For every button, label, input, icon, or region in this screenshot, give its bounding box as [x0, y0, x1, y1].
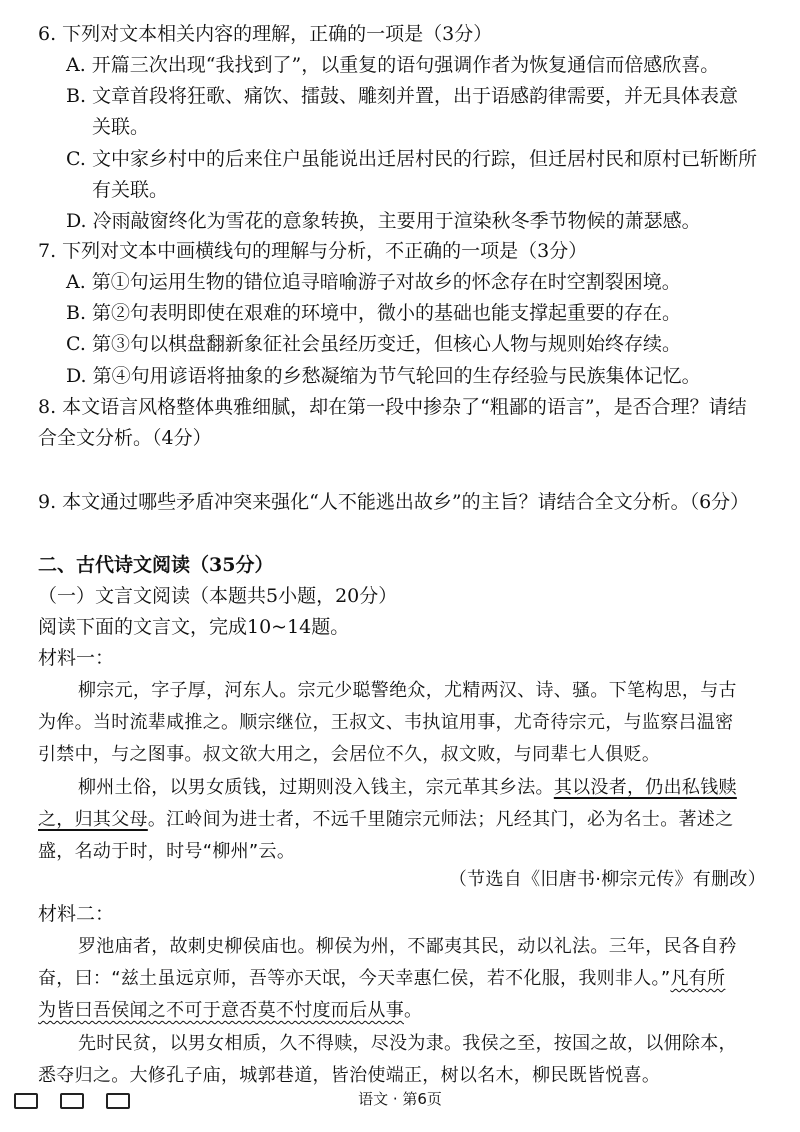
- underlined-sentence: 之，归其父母: [38, 809, 148, 830]
- q7-stem: 7. 下列对文本中画横线句的理解与分析，不正确的一项是（3分）: [38, 240, 588, 262]
- material-two-paragraph-line: 悉夺归之。大修孔子庙，城郭巷道，皆治使端正，树以名木，柳民既皆悦喜。: [38, 1065, 661, 1086]
- material-one-paragraph-line: 柳宗元，字子厚，河东人。宗元少聪警绝众，尤精两汉、诗、骚。下笔构思，与古: [78, 680, 737, 701]
- q7-option-a: A. 第①句运用生物的错位追寻暗喻游子对故乡的怀念存在时空割裂困境。: [66, 271, 681, 293]
- reading-instruction: 阅读下面的文言文，完成10~14题。: [38, 616, 350, 638]
- q6-option-a: A. 开篇三次出现“我找到了”，以重复的语句强调作者为恢复通信而倍感欣喜。: [66, 54, 720, 76]
- wavy-underlined-sentence: 凡有所: [670, 968, 726, 989]
- q8-stem: 8. 本文语言风格整体典雅细腻，却在第一段中掺杂了“粗鄙的语言”，是否合理？请结: [38, 396, 747, 418]
- q6-stem: 6. 下列对文本相关内容的理解，正确的一项是（3分）: [38, 23, 493, 45]
- q6-option-c-cont: 有关联。: [92, 179, 169, 201]
- wavy-underlined-sentence: 为皆曰吾侯闻之不可于意否莫不忖度而后从事: [38, 1000, 404, 1021]
- material-one-paragraph-line: 为侔。当时流辈咸推之。顺宗继位，王叔文、韦执谊用事，尤奇待宗元，与监察吕温密: [38, 712, 734, 733]
- q8-stem-cont: 合全文分析。（4分）: [38, 427, 212, 449]
- subsection-title: （一）文言文阅读（本题共5小题，20分）: [38, 585, 398, 607]
- plain-text: 。江岭间为进士者，不远千里随宗元师法；凡经其门，必为名士。著述之: [147, 809, 734, 830]
- material-two-paragraph-line: [38, 997, 422, 1025]
- material-two-paragraph-line: 先时民贫，以男女相质，久不得赎，尽没为隶。我侯之至，按国之故，以佣除本，: [78, 1033, 737, 1054]
- q6-option-b-cont: 关联。: [92, 116, 150, 138]
- material-two-paragraph-line: 罗池庙者，故刺史柳侯庙也。柳侯为州，不鄙夷其民，动以礼法。三年，民各自矜: [78, 936, 737, 957]
- q7-option-b: B. 第②句表明即使在艰难的环境中，微小的基础也能支撑起重要的存在。: [66, 302, 682, 324]
- material-two-label: 材料二：: [38, 903, 115, 925]
- q7-option-d: D. 第④句用谚语将抽象的乡愁凝缩为节气轮回的生存经验与民族集体记忆。: [66, 365, 701, 387]
- q7-option-c: C. 第③句以棋盘翻新象征社会虽经历变迁，但核心人物与规则始终存续。: [66, 333, 681, 355]
- material-two-paragraph-line: [38, 965, 725, 993]
- section-title: 二、古代诗文阅读（35分）: [38, 554, 274, 576]
- q6-option-d: D. 冷雨敲窗终化为雪花的意象转换，主要用于渲染秋冬季节物候的萧瑟感。: [66, 210, 701, 232]
- material-one-paragraph-line: 盛，名动于时，时号“柳州”云。: [38, 841, 296, 862]
- material-one-source: （节选自《旧唐书·柳宗元传》有删改）: [448, 869, 766, 890]
- material-one-paragraph-line: 引禁中，与之图事。叔文欲大用之，会居位不久，叔文败，与同辈七人俱贬。: [38, 744, 661, 765]
- material-one-paragraph-line: [78, 774, 737, 802]
- q6-option-b: B. 文章首段将狂歌、痛饮、擂鼓、雕刻并置，出于语感韵律需要，并无具体表意: [66, 85, 739, 107]
- page-number: 语文 · 第6页: [358, 1090, 442, 1108]
- material-one-paragraph-line: [38, 806, 733, 834]
- material-one-label: 材料一：: [38, 647, 115, 669]
- q6-option-c: C. 文中家乡村中的后来住户虽能说出迁居村民的行踪，但迁居村民和原村已斩断所: [66, 148, 757, 170]
- plain-text: 柳州土俗，以男女质钱，过期则没入钱主，宗元革其乡法。: [78, 777, 554, 798]
- plain-text: 奋，曰：“兹土虽远京师，吾等亦天氓，今天幸惠仁侯，若不化服，我则非人。”: [38, 968, 671, 989]
- plain-text: 。: [404, 1000, 423, 1021]
- underlined-sentence: 其以没者，仍出私钱赎: [553, 777, 737, 798]
- q9-stem: 9. 本文通过哪些矛盾冲突来强化“人不能逃出故乡”的主旨？请结合全文分析。（6分）: [38, 491, 750, 513]
